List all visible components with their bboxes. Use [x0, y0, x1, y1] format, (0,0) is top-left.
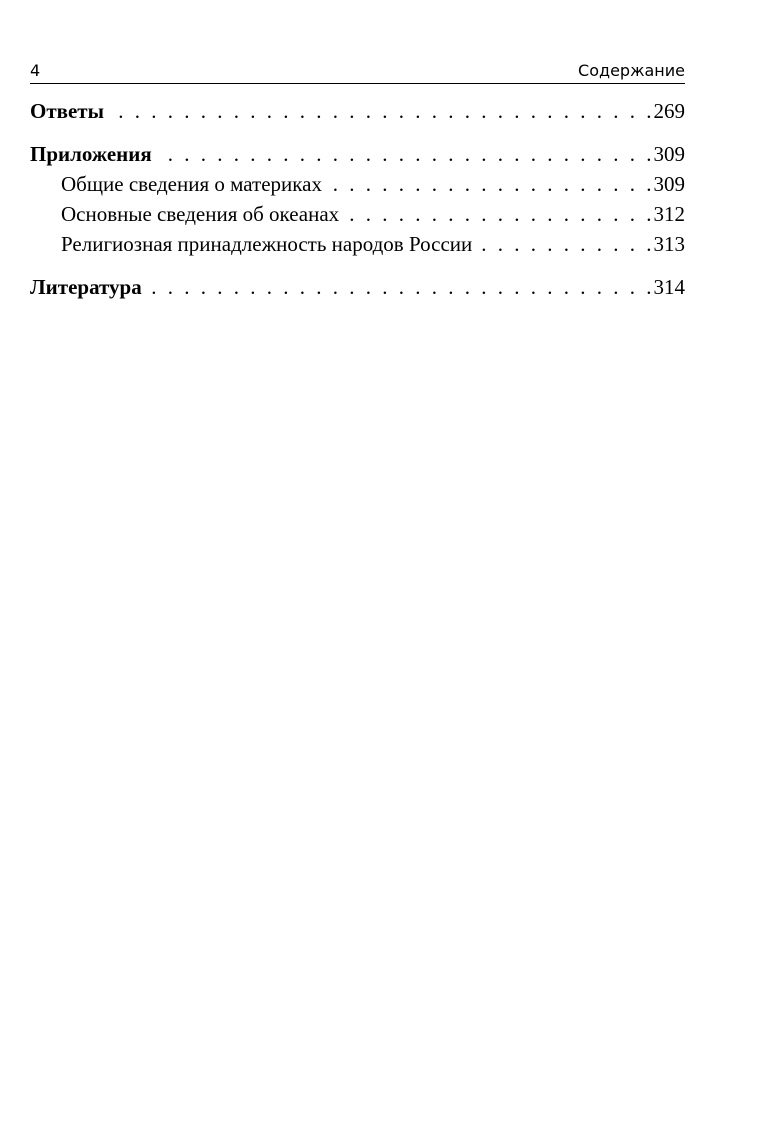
toc-entry-otvety[interactable] [30, 96, 685, 126]
toc-entry-page: 314 [653, 275, 685, 299]
toc-entry-literatura[interactable] [30, 272, 685, 302]
toc-entry-page: 313 [653, 232, 685, 256]
dot-leader [148, 272, 652, 302]
toc-entry-title: Литература [30, 275, 142, 299]
toc-entry-religii[interactable] [30, 229, 685, 259]
toc-entry-page: 309 [653, 142, 685, 166]
dot-leader [328, 169, 652, 199]
dot-leader [110, 96, 651, 126]
toc-entry-title: Общие сведения о материках [61, 172, 322, 196]
toc-entry-page: 269 [653, 99, 685, 123]
table-of-contents [30, 96, 685, 302]
toc-entry-okeany[interactable] [30, 199, 685, 229]
dot-leader [478, 229, 651, 259]
toc-entry-page: 309 [653, 172, 685, 196]
dot-leader [345, 199, 651, 229]
toc-entry-materiki[interactable] [30, 169, 685, 199]
page-header [30, 58, 685, 84]
toc-entry-title: Религиозная принадлежность народов России [61, 232, 473, 256]
dot-leader [158, 139, 652, 169]
toc-entry-title: Основные сведения об океанах [61, 202, 340, 226]
toc-entry-page: 312 [653, 202, 685, 226]
running-title: Содержание [578, 61, 685, 80]
toc-entry-title: Ответы [30, 99, 105, 123]
toc-entry-prilozheniya[interactable] [30, 139, 685, 169]
toc-entry-title: Приложения [30, 142, 152, 166]
page-number: 4 [30, 61, 41, 80]
